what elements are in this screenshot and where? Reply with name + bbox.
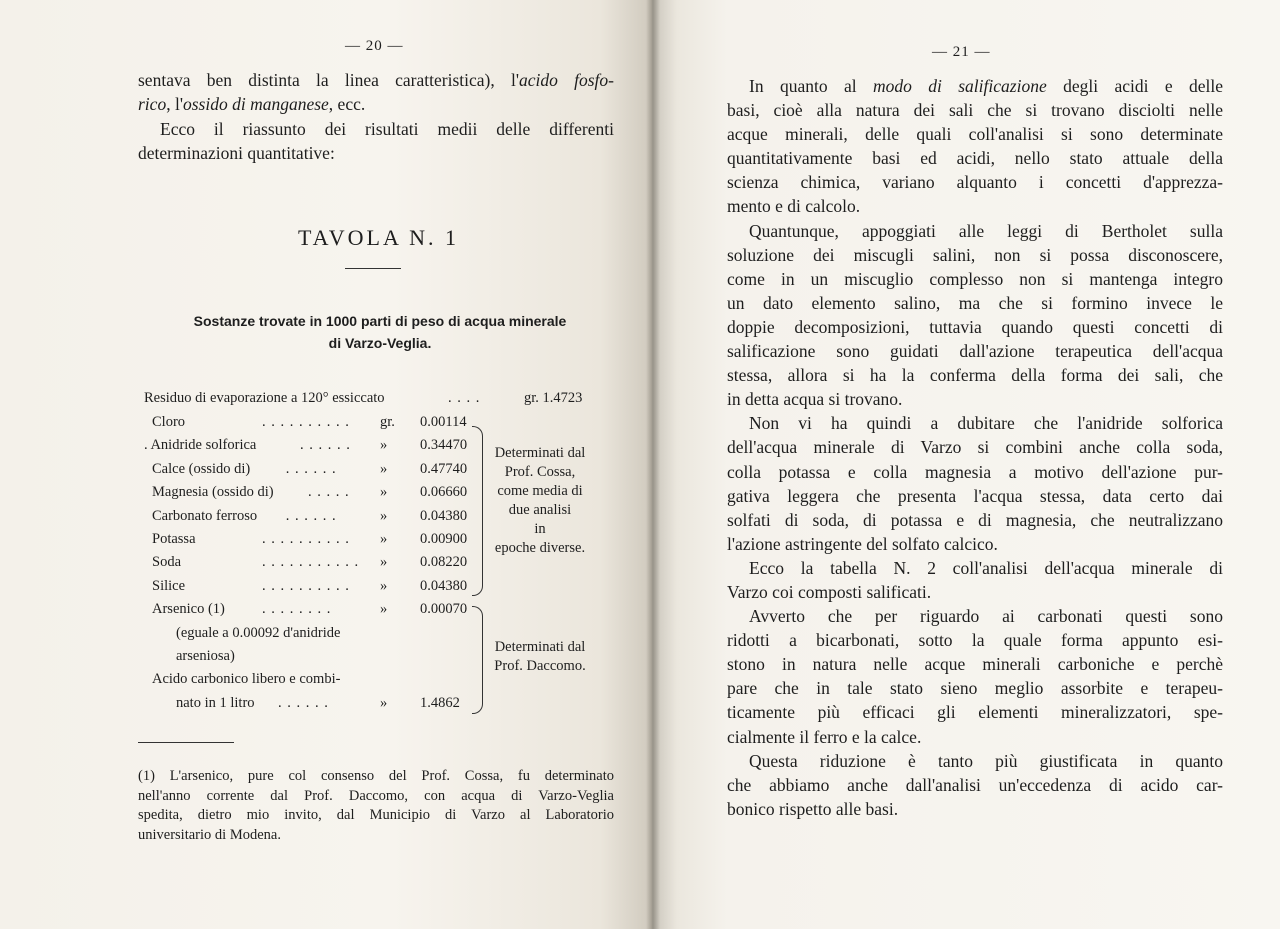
title-rule xyxy=(345,268,401,269)
row-label: Arsenico (1) xyxy=(152,601,225,618)
row-leader: . . . . . . . . . . xyxy=(262,414,350,430)
row-leader: . . . . . xyxy=(308,484,350,501)
table-title: TAVOLA N. 1 xyxy=(298,225,460,250)
text-line: stessa, allora si ha la conferma della forma dei sali, che xyxy=(727,365,1223,386)
text-line: cialmente il ferro e la calce. xyxy=(727,726,922,747)
row-value: 1.4862 xyxy=(420,694,460,711)
note-daccomo xyxy=(482,638,598,676)
row-unit: » xyxy=(380,531,388,547)
text-line: Avverto che per riguardo ai carbonati questi sono xyxy=(749,606,1223,627)
intro-paragraph xyxy=(138,68,614,166)
row-leader: . . . . . . xyxy=(285,507,337,524)
text-line: Varzo coi composti salificati. xyxy=(727,581,932,602)
note-line: due analisi xyxy=(508,502,572,518)
text-line: determinazioni quantitative: xyxy=(138,143,335,164)
note-line: Prof. Daccomo. xyxy=(494,658,586,674)
text-line: soluzione dei miscugli salini, non si possa disconoscere, xyxy=(727,244,1223,265)
row-unit: » xyxy=(380,694,388,711)
text-line: solfati di soda, di potassa e di magnesia, che neutralizzano xyxy=(727,509,1223,530)
book-gutter xyxy=(646,0,660,929)
text-line: come in un miscuglio complesso non si mantenga integro xyxy=(727,268,1223,289)
row-label: . Anidride solforica xyxy=(144,437,257,454)
text-line: stono in natura nelle acque minerali carboniche e perchè xyxy=(727,654,1223,675)
row-label: Cloro xyxy=(152,414,186,430)
text-line: colla potassa e colla magnesia a motivo dell'azione pur- xyxy=(727,461,1223,482)
row-unit: » xyxy=(380,577,388,594)
text-line: Ecco il riassunto dei risultati medii delle differenti xyxy=(160,118,614,139)
row-leader: . . . . . . . . xyxy=(262,601,332,618)
text-line: Quantunque, appoggiati alle leggi di Bertholet sulla xyxy=(749,220,1223,241)
row-leader: . . . . . . xyxy=(278,694,329,711)
text-line: basi, cioè alla natura dei sali che si trovano disciolti nelle xyxy=(727,100,1223,121)
row-label: Calce (ossido di) xyxy=(152,460,251,477)
right-page xyxy=(652,0,1280,929)
row-value: gr. 1.4723 xyxy=(524,390,583,406)
note-line: Prof. Cossa, xyxy=(504,464,576,480)
text-line: gativa leggera che presenta l'acqua stessa, data certo dai xyxy=(727,485,1223,506)
caption-line: Sostanze trovate in 1000 parti di peso di acqua minerale xyxy=(193,313,567,329)
row-leader: . . . . . . . . . . . xyxy=(262,554,360,571)
note-line: come media di xyxy=(497,483,583,499)
row-label: arseniosa) xyxy=(176,647,235,664)
text-line: rico, l'ossido di manganese, ecc. xyxy=(138,94,366,115)
footnote-line: (1) L'arsenico, pure col consenso del Prof. Cossa, fu determinato xyxy=(138,768,614,784)
row-label: Soda xyxy=(152,554,181,571)
note-line: epoche diverse. xyxy=(494,540,586,556)
row-value: 0.06660 xyxy=(420,484,468,501)
text-line: pare che in tale stato sieno meglio assorbite e terapeu- xyxy=(727,678,1223,699)
row-value: 0.47740 xyxy=(420,460,468,477)
row-unit: » xyxy=(380,507,388,524)
note-cossa xyxy=(482,444,598,558)
body-text xyxy=(727,74,1223,821)
text-line: bonico rispetto alle basi. xyxy=(727,798,899,819)
row-label: Residuo di evaporazione a 120° essiccato xyxy=(144,390,385,406)
row-leader: . . . . . . xyxy=(285,460,337,477)
text-line: un dato elemento salino, ma che si formino invece le xyxy=(727,292,1223,313)
text-line: salificazione sono guidati dall'azione terapeutica dell'acqua xyxy=(727,341,1223,362)
row-label: Magnesia (ossido di) xyxy=(152,484,274,501)
footnote-line: universitario di Modena. xyxy=(138,826,281,843)
text-line: Ecco la tabella N. 2 coll'analisi dell'acqua minerale di xyxy=(749,557,1223,578)
row-label: Potassa xyxy=(152,531,196,547)
text-line: che abbiamo anche dall'analisi un'eccedenza di acido car- xyxy=(727,774,1223,795)
text-line: doppie decomposizioni, tuttavia quando questi concetti di xyxy=(727,316,1223,337)
row-label: Silice xyxy=(152,577,186,594)
row-label: Carbonato ferroso xyxy=(152,507,258,524)
table-caption xyxy=(160,310,600,354)
row-unit: » xyxy=(380,460,388,477)
row-leader: . . . . xyxy=(448,390,481,406)
row-value: 0.00900 xyxy=(420,531,468,547)
footnote-rule xyxy=(138,742,234,743)
row-label: Acido carbonico libero e combi- xyxy=(152,670,341,687)
row-label: (eguale a 0.00092 d'anidride xyxy=(176,624,341,641)
text-line: mento e di calcolo. xyxy=(727,196,861,217)
text-line: acque minerali, delle quali coll'analisi si sono determinate xyxy=(727,124,1223,145)
page-number: — 20 — xyxy=(345,38,404,54)
text-line: quantitativamente basi ed acidi, nello stato attuale della xyxy=(727,148,1223,169)
text-line: ridotti a bicarbonati, sotto la quale forma appunto esi- xyxy=(727,630,1223,651)
note-line: in xyxy=(534,521,546,537)
text-line: Questa riduzione è tanto più giustificata in quanto xyxy=(749,750,1223,771)
row-unit: » xyxy=(380,437,388,454)
text-line: dell'acqua minerale di Varzo si combini anche colla soda, xyxy=(727,437,1223,458)
row-value: 0.08220 xyxy=(420,554,468,571)
row-value: 0.34470 xyxy=(420,437,468,454)
page-number: — 21 — xyxy=(932,44,991,60)
row-value: 0.04380 xyxy=(420,577,468,594)
row-unit: » xyxy=(380,601,388,618)
text-line: sentava ben distinta la linea caratteristica), l'acido fosfo- xyxy=(138,70,614,90)
row-value: 0.00070 xyxy=(420,601,468,618)
row-unit: » xyxy=(380,554,388,571)
footnote-line: nell'anno corrente dal Prof. Daccomo, con acqua di Varzo-Veglia xyxy=(138,787,614,804)
row-leader: . . . . . . . . . . xyxy=(262,531,350,547)
text-line: scienza chimica, variano alquanto i concetti d'apprezza- xyxy=(727,172,1223,193)
note-line: Determinati dal xyxy=(494,639,586,655)
caption-line: di Varzo-Veglia. xyxy=(328,335,432,351)
row-unit: » xyxy=(380,484,388,501)
text-line: Non vi ha quindi a dubitare che l'anidride solforica xyxy=(749,413,1223,434)
row-value: 0.04380 xyxy=(420,507,468,524)
row-leader: . . . . . . . . . . xyxy=(262,577,350,594)
row-label: nato in 1 litro xyxy=(176,694,255,711)
note-line: Determinati dal xyxy=(494,445,586,461)
footnote-line: spedita, dietro mio invito, dal Municipio di Varzo al Laboratorio xyxy=(138,807,614,823)
text-line: ticamente più efficaci gli elementi mineralizzatori, spe- xyxy=(727,702,1223,723)
text-line: in detta acqua si trovano. xyxy=(727,389,903,410)
text-line: l'azione astringente del solfato calcico. xyxy=(727,533,998,554)
text-line: In quanto al modo di salificazione degli acidi e delle xyxy=(749,76,1224,96)
row-value: 0.00114 xyxy=(420,414,467,430)
row-unit: gr. xyxy=(380,414,395,430)
row-leader: . . . . . . xyxy=(300,437,351,454)
footnote xyxy=(138,767,614,845)
